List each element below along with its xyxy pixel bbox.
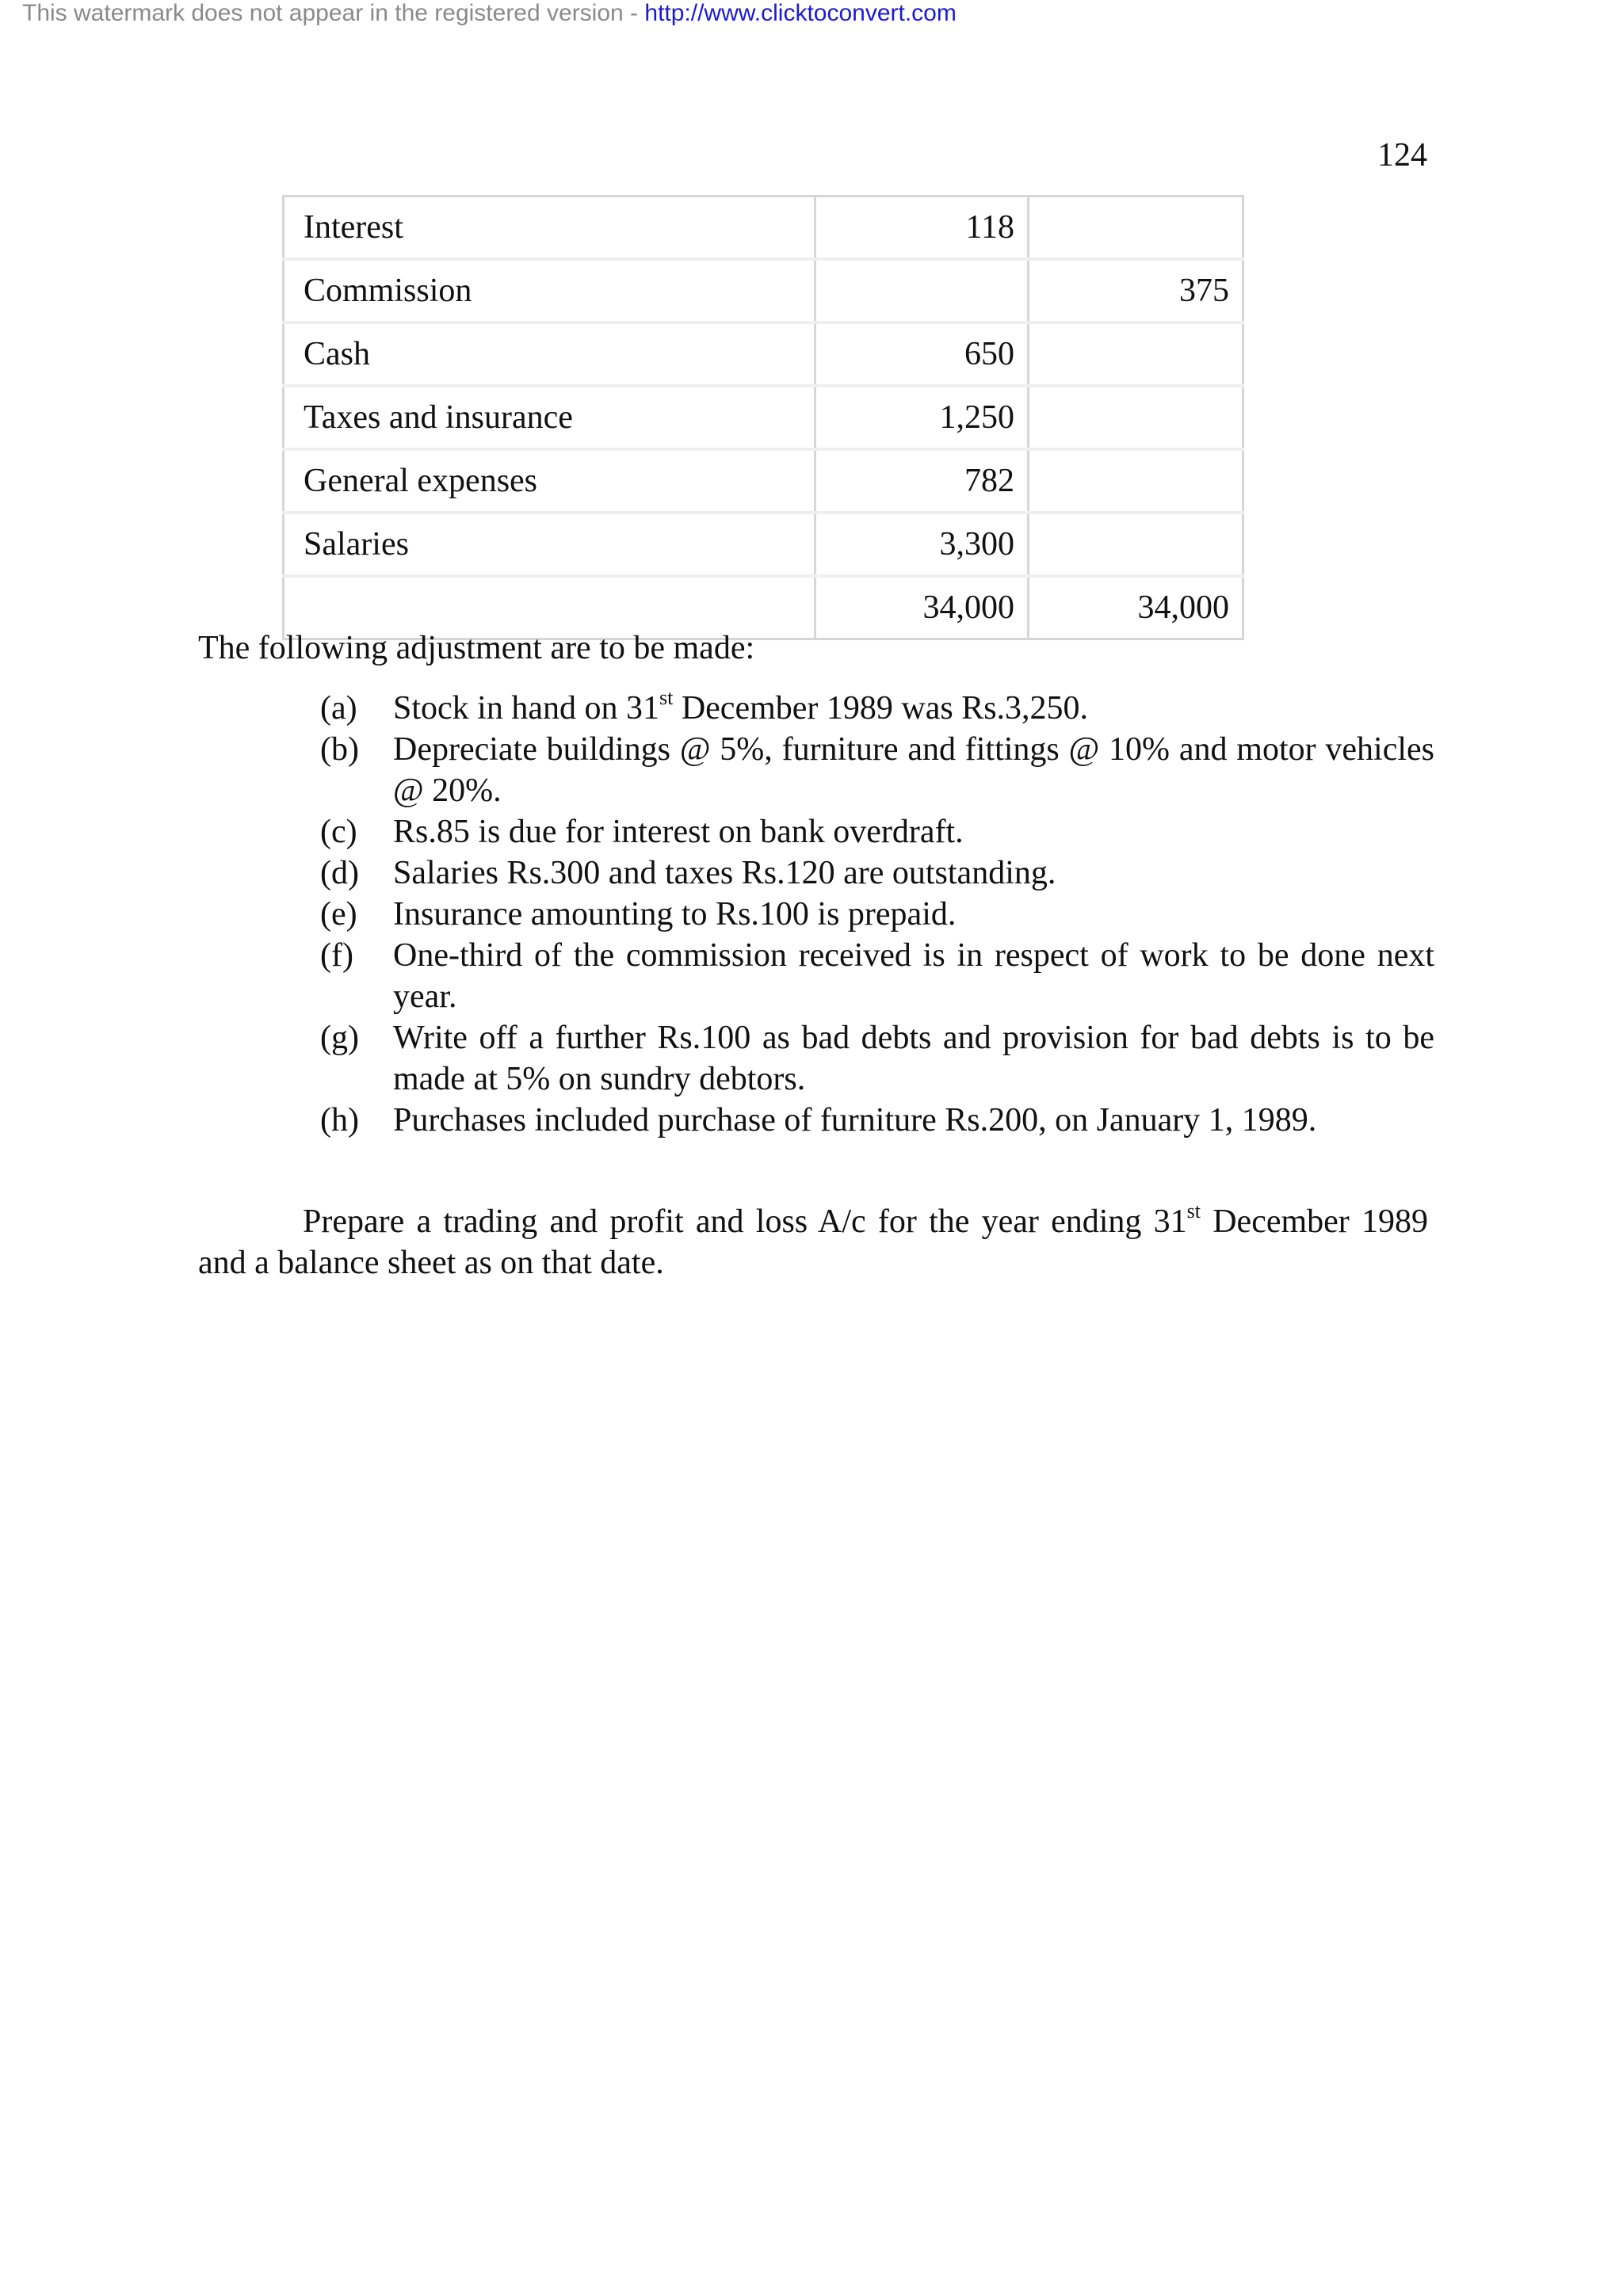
ordinal-suffix: st [659,686,674,709]
item-text-part: Depreciate buildings @ 5%, furniture and fittings @ 10% and motor vehicles @ 20%. [393,731,1434,809]
debit-cell: 782 [815,449,1029,513]
closing-instruction [198,1201,1428,1283]
watermark-banner [22,0,957,27]
item-marker: (a) [320,690,357,727]
item-text [393,1100,1434,1141]
item-marker: (d) [320,855,359,891]
account-name-cell: Cash [284,322,815,386]
credit-cell [1029,322,1243,386]
account-name-cell: General expenses [284,449,815,513]
debit-cell [815,259,1029,322]
watermark-link[interactable]: http://www.clicktoconvert.com [644,0,957,26]
list-item [320,894,1434,935]
table-row [284,259,1243,322]
list-item [320,852,1434,894]
item-text-part: Insurance amounting to Rs.100 is prepaid. [393,896,957,933]
item-marker: (f) [320,937,353,974]
credit-cell [1029,196,1243,260]
credit-cell: 375 [1029,259,1243,322]
debit-cell: 650 [815,322,1029,386]
list-item [320,811,1434,852]
total-debit-cell: 34,000 [815,576,1029,639]
ordinal-suffix: st [1186,1199,1201,1222]
table-row [284,196,1243,260]
item-marker: (g) [320,1020,359,1056]
closing-text-part: December 1989 and a balance sheet as on that date. [198,1203,1428,1281]
list-item [320,688,1434,729]
item-marker: (c) [320,814,357,850]
debit-cell: 1,250 [815,386,1029,449]
item-text [393,852,1434,894]
credit-cell [1029,386,1243,449]
table-row [284,513,1243,576]
adjustments-list [320,688,1434,1141]
item-text-part: Rs.85 is due for interest on bank overdraft. [393,814,964,850]
item-text [393,1017,1434,1100]
item-text-part: Write off a further Rs.100 as bad debts and provision for bad debts is to be made at 5% on sundry debtors. [393,1020,1434,1097]
item-text-part: Stock in hand on 31 [393,690,659,727]
item-text [393,688,1434,729]
table-row [284,386,1243,449]
table-row [284,449,1243,513]
list-item [320,729,1434,811]
item-text-part: December 1989 was Rs.3,250. [673,690,1089,727]
item-text-part: One-third of the commission received is in respect of work to be done next year. [393,937,1434,1015]
trial-balance-table [282,195,1244,640]
account-name-cell: Taxes and insurance [284,386,815,449]
item-marker: (e) [320,896,357,933]
item-text-part: Salaries Rs.300 and taxes Rs.120 are outstanding. [393,855,1056,891]
page-number: 124 [1377,137,1427,174]
item-marker: (h) [320,1102,359,1138]
item-text [393,811,1434,852]
item-marker: (b) [320,731,359,768]
watermark-text: This watermark does not appear in the registered version - [22,0,645,26]
list-item [320,1100,1434,1141]
list-item [320,935,1434,1017]
item-text [393,729,1434,811]
item-text-part: Purchases included purchase of furniture Rs.200, on January 1, 1989. [393,1102,1317,1138]
adjustments-intro: The following adjustment are to be made: [198,630,755,666]
account-name-cell: Commission [284,259,815,322]
list-item [320,1017,1434,1100]
closing-text-part: Prepare a trading and profit and loss A/c for the year ending 31 [303,1203,1187,1240]
credit-cell [1029,513,1243,576]
account-name-cell: Salaries [284,513,815,576]
account-name-cell: Interest [284,196,815,260]
table-row [284,322,1243,386]
debit-cell: 118 [815,196,1029,260]
credit-cell [1029,449,1243,513]
debit-cell: 3,300 [815,513,1029,576]
item-text [393,894,1434,935]
item-text [393,935,1434,1017]
total-credit-cell: 34,000 [1029,576,1243,639]
